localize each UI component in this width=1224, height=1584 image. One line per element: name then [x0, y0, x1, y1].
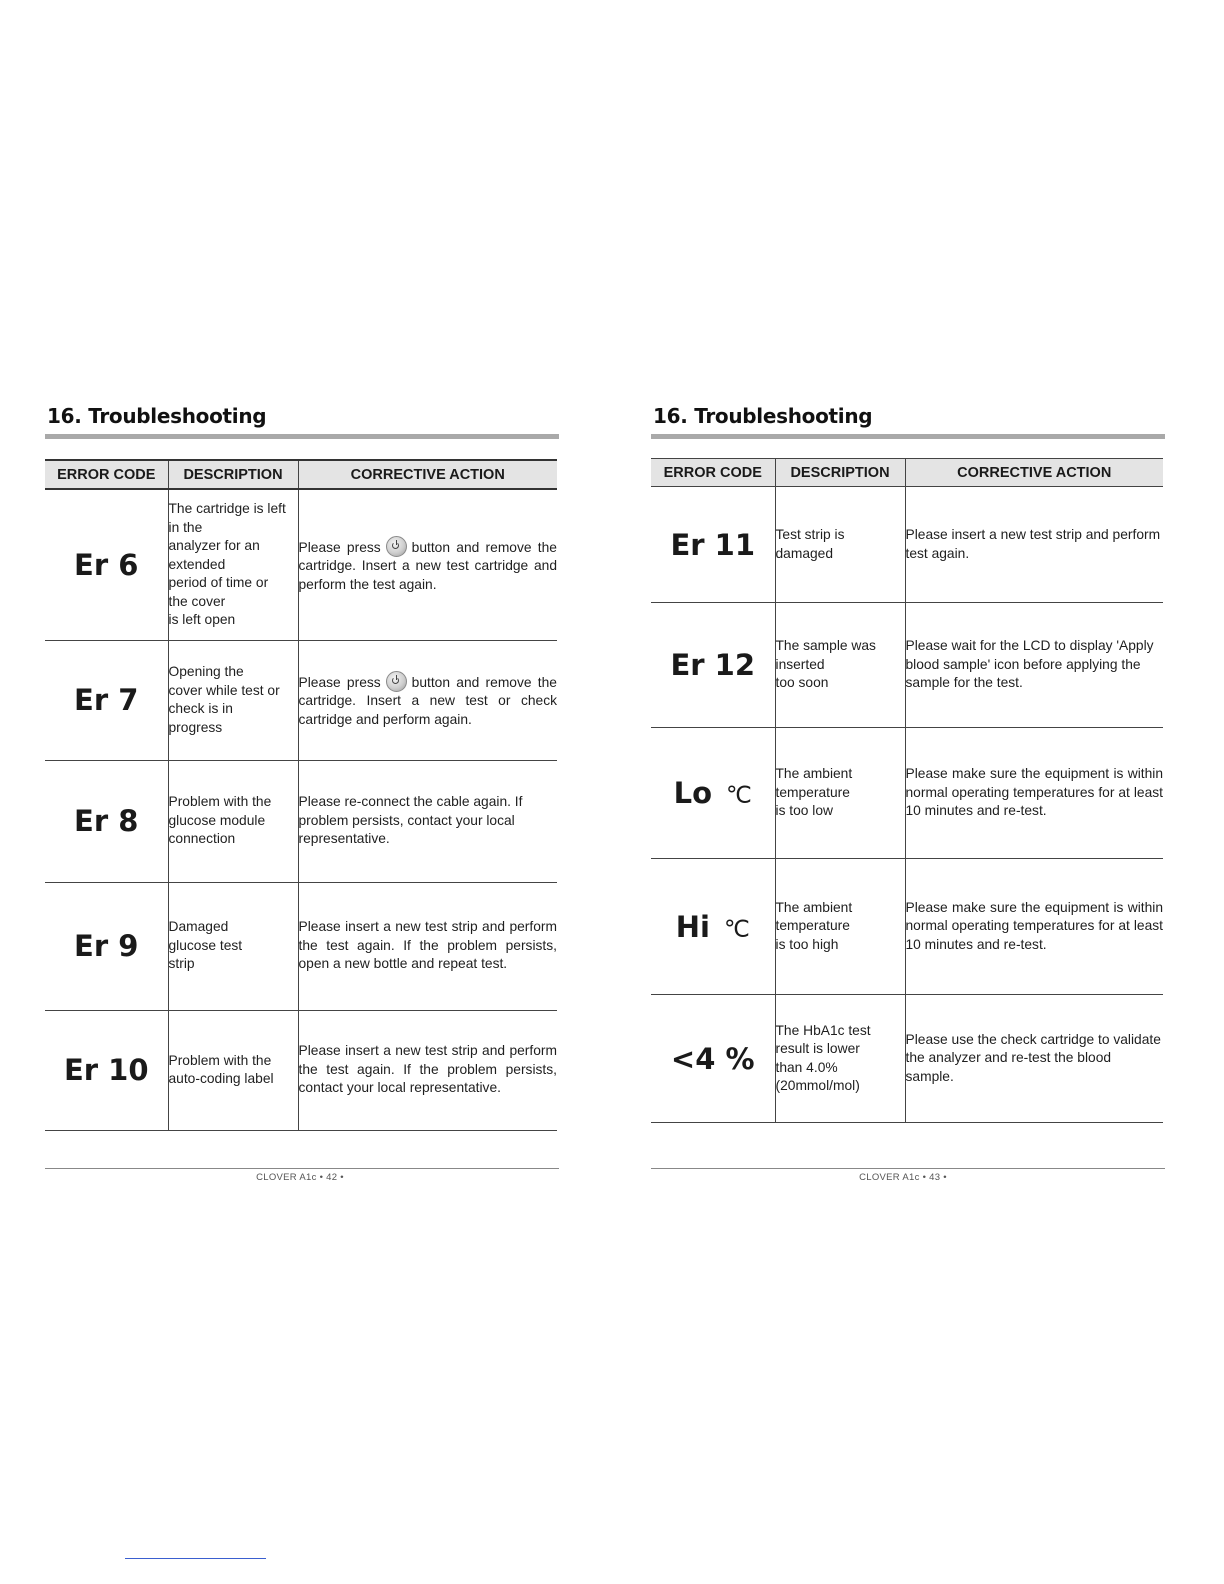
- error-code: [651, 603, 775, 728]
- desc-line: strip: [168, 956, 195, 972]
- action-text: Please press: [298, 674, 381, 690]
- header-corrective-action: CORRECTIVE ACTION: [905, 459, 1163, 487]
- table-row: [651, 995, 1163, 1123]
- title-rule: [45, 434, 559, 439]
- description: [775, 603, 905, 728]
- action-text: Please re-connect the cable again. If problem persists, contact your local representative.: [298, 794, 523, 847]
- action-text-cont: button and remove the cartridge. Insert a new test cartridge and perform the test again.: [298, 539, 557, 592]
- error-code-text: Er 9: [74, 929, 139, 963]
- desc-line: (20mmol/mol): [775, 1078, 860, 1093]
- desc-line: is too high: [775, 936, 839, 952]
- desc-line: Problem with the: [168, 794, 272, 810]
- power-button-icon: [386, 536, 407, 557]
- error-code-text: Lo: [673, 776, 713, 810]
- desc-line: Damaged: [168, 919, 229, 935]
- desc-line: than 4.0%: [775, 1059, 838, 1075]
- desc-line: inserted: [775, 656, 825, 672]
- desc-line: The ambient: [775, 899, 853, 915]
- error-code-text: Hi: [675, 909, 710, 944]
- error-code-text: Er 6: [74, 547, 139, 582]
- desc-line: Opening the: [168, 664, 244, 679]
- decorative-underline: [125, 1558, 266, 1559]
- error-code: [45, 489, 168, 640]
- error-code: [651, 728, 775, 859]
- desc-line: connection: [168, 831, 236, 847]
- corrective-action: [905, 728, 1163, 859]
- action-text: Please insert a new test strip and perform the test again. If the problem persists, open a new bottle and repeat test.: [298, 919, 557, 972]
- table-row: [45, 1010, 557, 1130]
- description: [168, 489, 298, 640]
- desc-line: progress: [168, 719, 223, 735]
- desc-line: The HbA1c test: [775, 1022, 871, 1038]
- description: [168, 760, 298, 882]
- action-text: Please insert a new test strip and perform test again.: [905, 527, 1161, 561]
- error-code: [651, 859, 775, 995]
- error-code: [45, 882, 168, 1010]
- action-text: Please make sure the equipment is within normal operating temperatures for at least 10 minutes and re-test.: [905, 766, 1163, 819]
- desc-line: The sample was: [775, 638, 876, 654]
- corrective-action: [298, 640, 557, 760]
- action-text: Please press: [298, 539, 381, 555]
- desc-line: damaged: [775, 545, 834, 561]
- corrective-action: [905, 995, 1163, 1123]
- desc-line: auto-coding label: [168, 1071, 274, 1086]
- celsius-unit: ℃: [723, 915, 750, 942]
- header-description: DESCRIPTION: [775, 459, 905, 487]
- page-footer: CLOVER A1c • 42 •: [256, 1172, 344, 1183]
- error-code-text: <4 %: [670, 1041, 755, 1076]
- error-code: [45, 640, 168, 760]
- description: [168, 640, 298, 760]
- header-error-code: ERROR CODE: [651, 459, 775, 487]
- header-error-code: ERROR CODE: [45, 460, 168, 489]
- desc-line: the cover: [168, 593, 226, 609]
- description: [168, 1010, 298, 1130]
- description: [775, 728, 905, 859]
- footer-rule: [651, 1168, 1165, 1169]
- desc-line: The cartridge is left: [168, 501, 286, 516]
- desc-line: is too low: [775, 803, 834, 819]
- desc-line: Test strip is: [775, 527, 845, 542]
- header-description: DESCRIPTION: [168, 460, 298, 489]
- desc-line: temperature: [775, 784, 850, 800]
- description: [775, 995, 905, 1123]
- desc-line: result is lower: [775, 1041, 860, 1056]
- desc-line: Problem with the: [168, 1052, 272, 1068]
- table-row: [45, 882, 557, 1010]
- error-code: [651, 995, 775, 1123]
- table-row: [651, 487, 1163, 603]
- description: [775, 859, 905, 995]
- desc-line: is left open: [168, 612, 236, 627]
- desc-line: too soon: [775, 675, 829, 691]
- description: [775, 487, 905, 603]
- table-row: [651, 728, 1163, 859]
- corrective-action: [905, 859, 1163, 995]
- table-row: [45, 489, 557, 640]
- error-code-text: Er 12: [670, 648, 756, 682]
- error-code-text: Er 7: [74, 683, 139, 717]
- header-corrective-action: CORRECTIVE ACTION: [298, 460, 557, 489]
- troubleshooting-table: [651, 458, 1163, 1123]
- page-title: 16. Troubleshooting: [653, 404, 873, 428]
- desc-line: cover while test or: [168, 682, 280, 698]
- action-text-cont: button and remove the cartridge. Insert a new test or check cartridge and perform again.: [298, 674, 557, 727]
- corrective-action: [298, 1010, 557, 1130]
- footer-rule: [45, 1168, 559, 1169]
- error-code-text: Er 8: [74, 804, 139, 838]
- corrective-action: [298, 882, 557, 1010]
- desc-line: glucose module: [168, 812, 266, 828]
- table-row: [651, 859, 1163, 995]
- action-text: Please insert a new test strip and perform the test again. If the problem persists, contact your local representative.: [298, 1043, 557, 1096]
- error-code: [651, 487, 775, 603]
- desc-line: in the: [168, 519, 203, 535]
- error-code-text: Er 11: [670, 527, 756, 562]
- page-footer: CLOVER A1c • 43 •: [859, 1172, 947, 1183]
- power-button-icon: [386, 671, 407, 692]
- troubleshooting-table: [45, 459, 557, 1131]
- corrective-action: [298, 760, 557, 882]
- corrective-action: [298, 489, 557, 640]
- error-code-text: Er 10: [63, 1053, 149, 1087]
- title-rule: [651, 434, 1165, 439]
- corrective-action: [905, 603, 1163, 728]
- desc-line: period of time or: [168, 575, 269, 590]
- desc-line: check is in: [168, 701, 233, 716]
- desc-line: glucose test: [168, 937, 243, 953]
- desc-line: extended: [168, 556, 226, 572]
- table-row: [651, 603, 1163, 728]
- description: [168, 882, 298, 1010]
- desc-line: The ambient: [775, 766, 853, 782]
- table-row: [45, 760, 557, 882]
- action-text: Please use the check cartridge to validate the analyzer and re-test the blood sample.: [905, 1031, 1161, 1084]
- error-code: [45, 1010, 168, 1130]
- page-title: 16. Troubleshooting: [47, 404, 267, 428]
- corrective-action: [905, 487, 1163, 603]
- celsius-unit: ℃: [726, 782, 752, 808]
- desc-line: analyzer for an: [168, 538, 260, 553]
- table-header-row: [45, 460, 557, 489]
- action-text: Please wait for the LCD to display 'Apply blood sample' icon before applying the sample for the test.: [905, 638, 1154, 691]
- table-header-row: [651, 459, 1163, 487]
- desc-line: temperature: [775, 918, 850, 934]
- table-row: [45, 640, 557, 760]
- error-code: [45, 760, 168, 882]
- action-text: Please make sure the equipment is within normal operating temperatures for at least 10 minutes and re-test.: [905, 899, 1163, 952]
